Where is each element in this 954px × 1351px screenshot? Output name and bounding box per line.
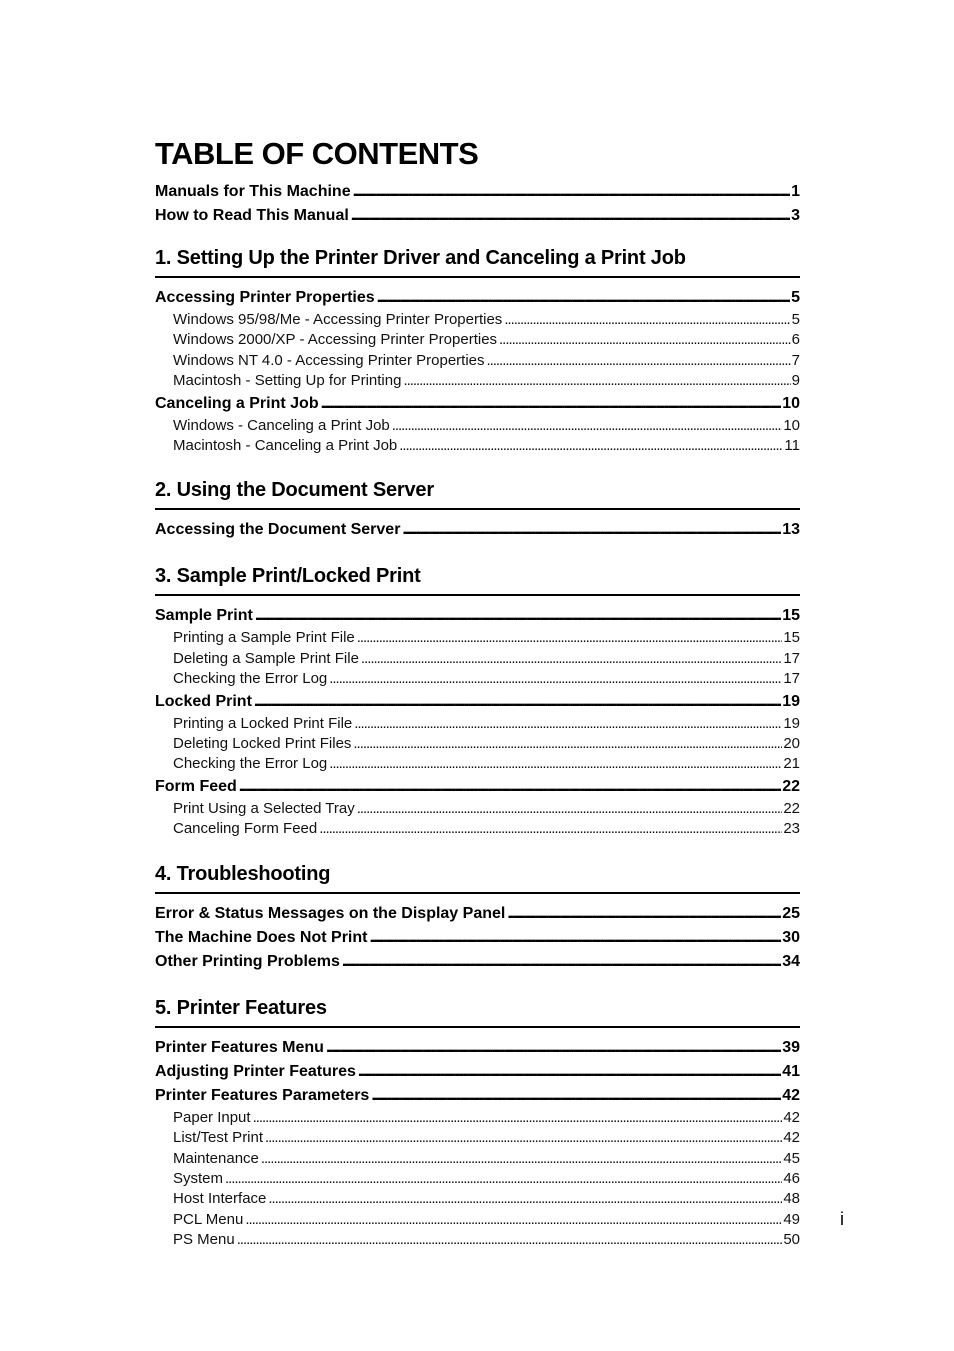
toc-entry-page: 23 [783,820,800,838]
chapter-title: 5. Printer Features [155,996,800,1028]
toc-entry-label: Accessing the Document Server [155,521,401,539]
toc-entry[interactable] [155,392,800,416]
toc-entry-label: Canceling Form Feed [173,820,318,838]
chapter-section [155,564,800,839]
toc-entry-page: 17 [783,649,800,667]
toc-subentry[interactable] [155,351,800,371]
leader-dots [487,351,791,371]
toc-subentry[interactable] [155,310,800,330]
page-title: TABLE OF CONTENTS [155,136,479,171]
toc-subentry[interactable] [155,436,800,456]
leader-dots [392,416,783,436]
toc-entry-label: Form Feed [155,777,237,795]
toc-entry-page: 19 [783,714,800,732]
leader-dots [507,902,781,926]
chapter-entries [155,902,800,974]
toc-entry-label: Adjusting Printer Features [155,1062,356,1080]
toc-entry-page: 11 [784,437,800,455]
toc-subentry[interactable] [155,799,800,819]
leader-dots [357,628,783,648]
toc-entry-label: List/Test Print [173,1129,264,1147]
leader-dots [361,649,782,669]
toc-entry-label: Checking the Error Log [173,670,328,688]
toc-entry-page: 42 [783,1108,800,1126]
toc-entry-label: Printer Features Menu [155,1038,324,1056]
chapter-section [155,862,800,974]
leader-dots [255,604,781,628]
leader-dots [321,392,782,416]
toc-entry[interactable] [155,902,800,926]
intro-entries [155,180,800,228]
toc-entry-label: Maintenance [173,1149,259,1167]
toc-entry-how-to-read[interactable] [155,204,800,228]
chapter-entries [155,604,800,839]
toc-entry-page: 22 [783,799,800,817]
leader-dots [377,286,790,310]
toc-subentry[interactable] [155,1149,800,1169]
leader-dots [399,436,783,456]
toc-subentry[interactable] [155,1210,800,1230]
toc-entry-page: 30 [782,928,800,946]
toc-entry-page: 20 [783,735,800,753]
toc-entry[interactable] [155,518,800,542]
toc-entry[interactable] [155,286,800,310]
leader-dots [403,371,790,391]
leader-dots [268,1189,782,1209]
toc-entry-page: 9 [791,372,800,390]
leader-dots [371,1084,781,1108]
toc-entry-label: Error & Status Messages on the Display Panel [155,904,506,922]
toc-entry-label: Locked Print [155,692,252,710]
leader-dots [265,1128,782,1148]
toc-entry-page: 1 [791,183,800,200]
leader-dots [353,734,782,754]
toc-entry-label: Windows 2000/XP - Accessing Printer Properties [173,331,498,349]
toc-entry-page: 10 [783,416,800,434]
toc-entry-label: Printing a Locked Print File [173,714,353,732]
toc-entry-label: Macintosh - Canceling a Print Job [173,437,398,455]
toc-entry-label: Sample Print [155,607,253,625]
leader-dots [253,1108,783,1128]
toc-entry-page: 49 [783,1210,800,1228]
toc-entry-page: 19 [782,692,800,710]
leader-dots [261,1149,782,1169]
chapters-list [155,246,800,1251]
toc-entry-page: 46 [783,1169,800,1187]
toc-entry-page: 41 [782,1062,800,1080]
leader-dots [369,926,781,950]
toc-entry-page: 45 [783,1149,800,1167]
toc-subentry[interactable] [155,1128,800,1148]
toc-entry-page: 34 [782,952,800,970]
chapter-title: 2. Using the Document Server [155,478,800,510]
toc-subentry[interactable] [155,628,800,648]
toc-entry-label: Printing a Sample Print File [173,629,355,647]
chapter-title: 4. Troubleshooting [155,862,800,894]
toc-entry-page: 7 [791,351,800,369]
leader-dots [357,799,783,819]
toc-entry-label: Deleting Locked Print Files [173,735,352,753]
toc-entry-page: 25 [782,904,800,922]
toc-subentry[interactable] [155,1108,800,1128]
toc-subentry[interactable] [155,1230,800,1250]
leader-dots [329,669,782,689]
leader-dots [326,1036,781,1060]
toc-entry[interactable] [155,1084,800,1108]
chapter-section [155,996,800,1251]
toc-entry-page: 10 [782,394,800,412]
toc-entry-page: 21 [783,755,800,773]
toc-subentry[interactable] [155,754,800,774]
leader-dots [319,819,782,839]
leader-dots [504,310,790,330]
toc-entry-page: 22 [782,777,800,795]
toc-entry-page: 5 [791,289,800,306]
toc-entry-label: Deleting a Sample Print File [173,649,359,667]
toc-subentry[interactable] [155,416,800,436]
toc-entry-label: PCL Menu [173,1210,244,1228]
page-number: i [840,1209,844,1229]
toc-subentry[interactable] [155,819,800,839]
toc-subentry[interactable] [155,1169,800,1189]
leader-dots [354,714,782,734]
toc-subentry[interactable] [155,371,800,391]
toc-entry-page: 17 [783,670,800,688]
toc-entry-page: 50 [783,1231,800,1249]
toc-entry-label: Checking the Error Log [173,755,328,773]
chapter-entries [155,286,800,456]
toc-subentry[interactable] [155,1189,800,1209]
leader-dots [353,180,791,204]
toc-entry-page: 15 [783,629,800,647]
chapter-entries [155,518,800,542]
toc-entry-label: Host Interface [173,1190,267,1208]
toc-entry-label: Manuals for This Machine [155,183,351,200]
leader-dots [254,690,781,714]
toc-entry-manuals[interactable] [155,180,800,204]
toc-page [155,130,800,1251]
toc-entry-page: 39 [782,1038,800,1056]
toc-entry-label: Canceling a Print Job [155,394,319,412]
leader-dots [245,1210,782,1230]
leader-dots [499,330,791,350]
toc-entry-page: 15 [782,607,800,625]
chapter-section [155,478,800,542]
toc-entry-label: How to Read This Manual [155,207,349,224]
toc-entry-label: Windows NT 4.0 - Accessing Printer Properties [173,351,485,369]
toc-entry-label: Windows 95/98/Me - Accessing Printer Properties [173,311,503,328]
toc-entry[interactable] [155,604,800,628]
toc-entry[interactable] [155,1036,800,1060]
leader-dots [342,950,781,974]
toc-entry[interactable] [155,690,800,714]
toc-subentry[interactable] [155,734,800,754]
chapter-section [155,246,800,456]
toc-subentry[interactable] [155,330,800,350]
toc-subentry[interactable] [155,649,800,669]
leader-dots [358,1060,781,1084]
toc-entry[interactable] [155,1060,800,1084]
leader-dots [239,775,781,799]
toc-entry-label: Windows - Canceling a Print Job [173,416,390,434]
toc-entry-label: Paper Input [173,1108,251,1126]
leader-dots [237,1230,783,1250]
toc-entry[interactable] [155,926,800,950]
toc-entry-page: 6 [791,331,800,349]
toc-entry-label: PS Menu [173,1231,235,1249]
toc-entry-label: Print Using a Selected Tray [173,799,355,817]
toc-entry-label: Printer Features Parameters [155,1086,370,1104]
toc-entry-page: 3 [791,207,800,224]
leader-dots [351,204,790,228]
toc-entry-page: 42 [782,1086,800,1104]
toc-entry[interactable] [155,775,800,799]
toc-entry-label: Macintosh - Setting Up for Printing [173,372,402,390]
chapter-entries [155,1036,800,1251]
toc-entry-label: Accessing Printer Properties [155,289,375,306]
toc-entry-page: 13 [782,521,800,539]
toc-entry-page: 42 [783,1129,800,1147]
toc-subentry[interactable] [155,714,800,734]
chapter-title: 3. Sample Print/Locked Print [155,564,800,596]
toc-entry-label: System [173,1169,224,1187]
toc-entry-label: The Machine Does Not Print [155,928,368,946]
toc-entry[interactable] [155,950,800,974]
leader-dots [329,754,782,774]
toc-subentry[interactable] [155,669,800,689]
chapter-title: 1. Setting Up the Printer Driver and Canceling a Print Job [155,246,800,278]
leader-dots [225,1169,782,1189]
toc-entry-label: Other Printing Problems [155,952,340,970]
toc-entry-page: 48 [783,1190,800,1208]
leader-dots [402,518,781,542]
toc-entry-page: 5 [791,311,800,328]
